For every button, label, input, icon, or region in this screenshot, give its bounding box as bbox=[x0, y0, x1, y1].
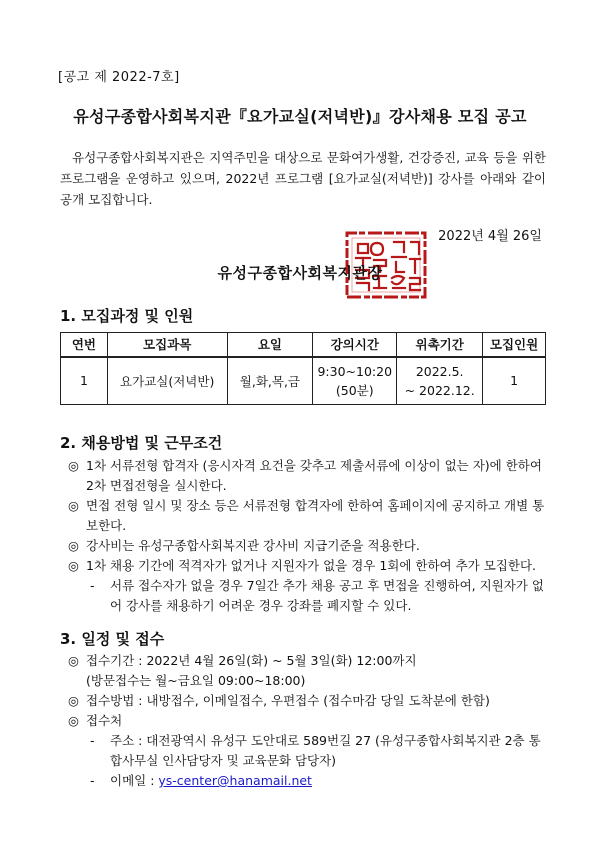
page-title: 유성구종합사회복지관『요가교실(저녁반)』강사채용 모집 공고 bbox=[73, 107, 527, 126]
email-link[interactable]: ys-center@hanamail.net bbox=[158, 773, 312, 788]
intro-paragraph bbox=[60, 147, 546, 210]
method-text: 접수방법 : 내방접수, 이메일접수, 우편접수 (접수마감 당일 도착분에 한함) bbox=[86, 693, 490, 708]
email-label: 이메일 : bbox=[110, 773, 159, 788]
list-item-text: 강사비는 유성구종합사회복지관 강사비 지급기준을 적용한다. bbox=[86, 538, 420, 553]
list-item bbox=[68, 496, 550, 536]
list-item-text: 면접 전형 일시 및 장소 등은 서류전형 합격자에 한하여 홈페이지에 공지하고 개별 통보한다. bbox=[86, 498, 545, 533]
list-item bbox=[68, 556, 550, 576]
bullet-mark: ◎ bbox=[68, 458, 79, 473]
bullet-mark: ◎ bbox=[68, 538, 79, 553]
schedule-list bbox=[68, 651, 550, 791]
period-text: 접수기간 : 2022년 4월 26일(화) ~ 5월 3일(화) 12:00까지 bbox=[86, 653, 417, 668]
cell-count: 1 bbox=[483, 357, 546, 405]
notice-number: [공고 제 2022-7호] bbox=[58, 70, 180, 85]
table-header-cell: 강의시간 bbox=[313, 333, 397, 357]
address-text: 주소 : 대전광역시 유성구 도안대로 589번길 27 (유성구종합사회복지관 2층 통합사무실 인사담당자 및 교육문화 담당자) bbox=[110, 733, 541, 768]
bullet-mark: ◎ bbox=[68, 693, 79, 708]
notice-date: 2022년 4월 26일 bbox=[438, 229, 542, 244]
section-heading-hiring-method: 2. 채용방법 및 근무조건 bbox=[60, 434, 223, 452]
list-item-text: 1차 서류전형 합격자 (응시자격 요건을 갖추고 제출서류에 이상이 없는 자)에 한하여 2차 면접전형을 실시한다. bbox=[86, 458, 542, 493]
table-row bbox=[61, 357, 546, 405]
visit-note bbox=[68, 671, 550, 691]
table-header-cell: 위촉기간 bbox=[397, 333, 483, 357]
cell-time-duration: (50분) bbox=[335, 382, 374, 398]
cell-period-start: 2022.5. bbox=[415, 363, 464, 379]
list-item-text: 1차 채용 기간에 적격자가 없거나 지원자가 없을 경우 1회에 한하여 추가 모집한다. bbox=[86, 558, 536, 573]
cell-days: 월,화,목,금 bbox=[227, 357, 313, 405]
sub-list-item-address bbox=[68, 731, 550, 771]
list-item-period bbox=[68, 651, 550, 671]
sub-list-item-text: 서류 접수자가 없을 경우 7일간 추가 채용 공고 후 면접을 진행하여, 지원자가 없어 강사를 채용하기 어려운 경우 강좌를 폐지할 수 있다. bbox=[110, 578, 544, 613]
cell-subject: 요가교실(저녁반) bbox=[107, 357, 227, 405]
list-item bbox=[68, 456, 550, 496]
bullet-mark: ◎ bbox=[68, 558, 79, 573]
recruitment-table bbox=[60, 332, 546, 405]
dash-mark: - bbox=[90, 733, 95, 748]
table-header-cell: 모집인원 bbox=[483, 333, 546, 357]
sub-list-item bbox=[68, 576, 550, 616]
place-label: 접수처 bbox=[86, 713, 123, 728]
bullet-mark: ◎ bbox=[68, 498, 79, 513]
cell-period bbox=[397, 357, 483, 405]
cell-time-range: 9:30~10:20 bbox=[317, 363, 393, 379]
visit-note-text: (방문접수는 월~금요일 09:00~18:00) bbox=[86, 673, 306, 688]
bullet-mark: ◎ bbox=[68, 653, 79, 668]
sub-list-item-email bbox=[68, 771, 550, 791]
table-header-cell: 요일 bbox=[227, 333, 313, 357]
cell-time bbox=[313, 357, 397, 405]
dash-mark: - bbox=[90, 578, 95, 593]
hiring-conditions-list bbox=[68, 456, 550, 616]
list-item-place bbox=[68, 711, 550, 731]
cell-period-end: ~ 2022.12. bbox=[404, 382, 475, 398]
cell-number: 1 bbox=[61, 357, 108, 405]
section-heading-schedule: 3. 일정 및 접수 bbox=[60, 630, 165, 648]
list-item bbox=[68, 536, 550, 556]
list-item-method bbox=[68, 691, 550, 711]
section-heading-recruitment: 1. 모집과정 및 인원 bbox=[60, 307, 194, 325]
table-header-cell: 연번 bbox=[61, 333, 108, 357]
organization-signature: 유성구종합사회복지관장 bbox=[217, 264, 383, 282]
table-header-row bbox=[61, 333, 546, 357]
intro-text: 유성구종합사회복지관은 지역주민을 대상으로 문화여가생활, 건강증진, 교육 등을 위한 프로그램을 운영하고 있으며, 2022년 프로그램 [요가교실(저녁반)] 강사를 아래와 같이 공개 모집합니다. bbox=[60, 150, 546, 207]
table-header-cell: 모집과목 bbox=[107, 333, 227, 357]
bullet-mark: ◎ bbox=[68, 713, 79, 728]
dash-mark: - bbox=[90, 773, 95, 788]
